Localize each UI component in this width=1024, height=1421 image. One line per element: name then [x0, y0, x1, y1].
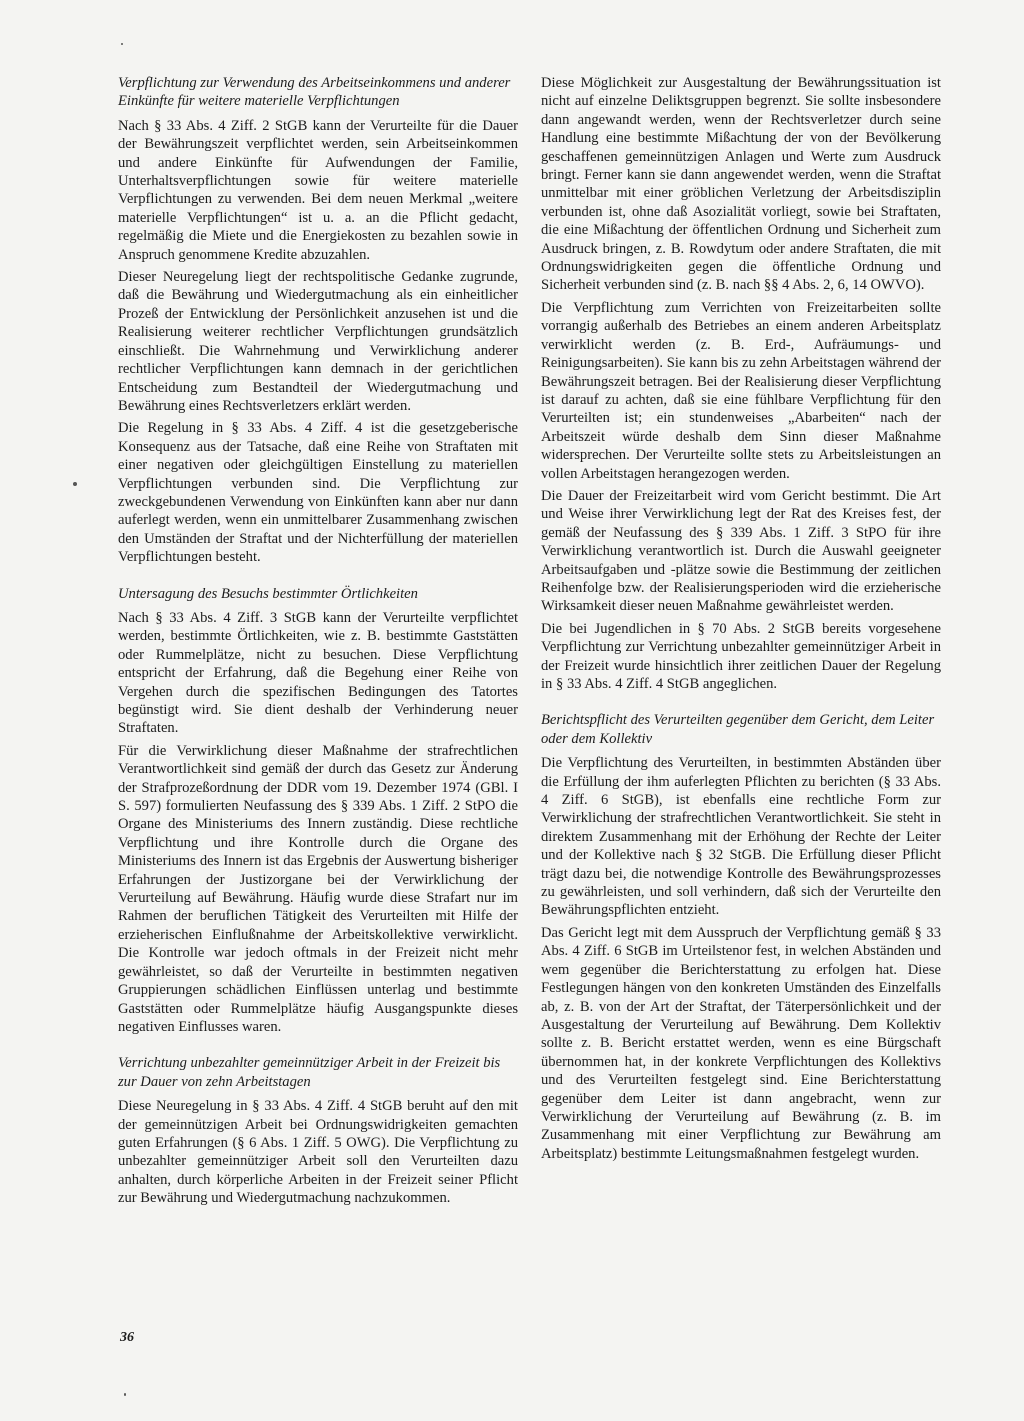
paragraph: Die Dauer der Freizeitarbeit wird vom Gericht bestimmt. Die Art und Weise ihrer Verwirklichung legt der Rat des Kreises fest, der gemäß der Neufassung des § 339 Abs. 1 Ziff. 3 StPO für ihre Verwirklichung verantwortlich ist. Durch die Auswahl geeigneter Arbeitsaufgaben und -plätze sowie die Bestimmung der zeitlichen Reihenfolge bzw. der Realisierungsperioden wird die erzieherische Wirksamkeit dieser neuen Maßnahme gewährleistet werden.: [541, 487, 941, 615]
paragraph: Die Verpflichtung des Verurteilten, in bestimmten Abständen über die Erfüllung der ihm auferlegten Pflichten zu berichten (§ 33 Abs. 4 Ziff. 6 StGB), ist ebenfalls eine rechtliche Form zur Verwirklichung der strafrechtlichen Verantwortlichkeit. Sie steht in direktem Zusammenhang mit der Erhöhung der Rechte der Leiter und der Kollektive nach § 32 StGB. Die Erfüllung dieser Pflicht trägt dazu bei, die notwendige Kontrolle des Bewährungsprozesses zu gewährleisten, und soll verhindern, daß sich der Verurteilte den Bewährungspflichten entzieht.: [541, 755, 941, 919]
left-column: [118, 74, 518, 1212]
scan-speck: [121, 43, 123, 45]
paragraph: Die bei Jugendlichen in § 70 Abs. 2 StGB bereits vorgesehene Verpflichtung zur Verrichtung unbezahlter gemeinnütziger Arbeit in der Freizeit wurde hinsichtlich ihrer zeitlichen Dauer der Regelung in § 33 Abs. 4 Ziff. 4 StGB angeglichen.: [541, 620, 941, 692]
paragraph: Diese Neuregelung in § 33 Abs. 4 Ziff. 4 StGB beruht auf den mit der gemeinnützigen Arbeit bei Ordnungswidrigkeiten gemachten guten Erfahrungen (§ 6 Abs. 1 Ziff. 5 OWG). Die Verpflichtung zu unbezahlter gemeinnütziger Arbeit soll den Verurteilten dazu anhalten, durch körperliche Arbeiten in der Freizeit seiner Pflicht zur Bewährung und Wiedergutmachung nachzukommen.: [118, 1098, 518, 1207]
paragraph: Nach § 33 Abs. 4 Ziff. 3 StGB kann der Verurteilte verpflichtet werden, bestimmte Örtlichkeiten, wie z. B. bestimmte Gaststätten oder Rummelplätze, nicht zu besuchen. Diese Verpflichtung entspricht der Erfahrung, daß die Begehung einer Reihe von Vergehen durch die spezifischen Bedingungen des Tatortes begünstigt wird. Sie dient deshalb der Verhinderung neuer Straftaten.: [118, 609, 518, 737]
paragraph: Diese Möglichkeit zur Ausgestaltung der Bewährungssituation ist nicht auf einzelne Deliktsgruppen begrenzt. Sie sollte insbesondere dann angewandt werden, wenn der Rechtsverletzer durch seine Handlung eine bestimmte Mißachtung der von der Bevölkerung geschaffenen gemeinnützigen Anlagen und Werte zum Ausdruck bringt. Ferner kann sie dann angewendet werden, wenn die Straftat unmittelbar mit einer gröblichen Verletzung der Arbeitsdisziplin verbunden ist, ohne daß Asozialität vorliegt, sowie bei Straftaten, die eine Mißachtung der öffentlichen Ordnung und Sicherheit zum Ausdruck bringen, z. B. Rowdytum oder andere Straftaten, die mit Ordnungswidrigkeiten gegen die öffentliche Ordnung und Sicherheit verbunden sind (z. B. nach §§ 4 Abs. 2, 6, 14 OWVO).: [541, 75, 941, 294]
section-heading: Berichtspflicht des Verurteilten gegenüber dem Gericht, dem Leiter oder dem Kollektiv: [541, 712, 935, 747]
scan-speck: [73, 482, 77, 486]
paragraph: Für die Verwirklichung dieser Maßnahme der strafrechtlichen Verantwortlichkeit sind gemäß der durch das Gesetz zur Änderung der Strafprozeßordnung der DDR vom 19. Dezember 1974 (GBl. I S. 597) formulierten Neufassung des § 339 Abs. 1 Ziff. 2 StPO die Organe des Ministeriums des Innern zuständig. Diese rechtliche Verpflichtung und ihre Kontrolle durch die Organe des Ministeriums des Innern ist das Ergebnis der Auswertung bisheriger Erfahrungen der Justizorgane bei der Verwirklichung der Verurteilung auf Bewährung. Häufig wurde diese Strafart nur im Rahmen der beruflichen Tätigkeit des Verurteilten mit Hilfe der erzieherischen Einflußnahme der Arbeitskollektive verwirklicht. Die Kontrolle war jedoch oftmals in der Freizeit nicht mehr gewährleistet, so daß der Verurteilte in bestimmten negativen Gruppierungen schädlichen Einflüssen unterlag und bestimmte Gaststätten oder Rummelplätze häufig Ausgangspunkte dieses negativen Einflusses waren.: [118, 742, 518, 1035]
paragraph: Das Gericht legt mit dem Ausspruch der Verpflichtung gemäß § 33 Abs. 4 Ziff. 6 StGB im Urteilstenor fest, in welchen Abständen und wem gegenüber die Berichterstattung zu erfolgen hat. Diese Festlegungen hängen von den konkreten Umständen des Einzelfalls ab, z. B. von der Art der Straftat, der Täterpersönlichkeit und der Ausgestaltung der Verurteilung auf Bewährung. Dem Kollektiv sollte z. B. Bericht erstattet werden, wenn es eine Bürgschaft übernommen hat, in der konkrete Verpflichtungen des Kollektivs und des Verurteilten festgelegt sind. Eine Berichterstattung gegenüber dem Leiter ist dann angebracht, wenn zur Verwirklichung der Verurteilung auf Bewährung (z. B. im Zusammenhang mit einer Verpflichtung zur Bewährung am Arbeitsplatz) bestimmte Leitungsmaßnahmen festgelegt wurden.: [541, 924, 941, 1162]
paragraph: Die Verpflichtung zum Verrichten von Freizeitarbeiten sollte vorrangig außerhalb des Betriebes an einem anderen Arbeitsplatz verwirklicht werden (z. B. Erd-, Aufräumungs- und Reinigungsarbeiten). Sie kann bis zu zehn Arbeitstagen während der Bewährungszeit betragen. Bei der Realisierung dieser Verpflichtung ist darauf zu achten, daß sie eine fühlbare Verpflichtung für den Verurteilten ist; ein stundenweises „Abarbeiten“ nach der Arbeitszeit würde deshalb dem Sinn dieser Maßnahme widersprechen. Der Verurteilte sollte stets zu Arbeitsleistungen an vollen Arbeitstagen herangezogen werden.: [541, 299, 941, 482]
paragraph: Nach § 33 Abs. 4 Ziff. 2 StGB kann der Verurteilte für die Dauer der Bewährungszeit verpflichtet werden, sein Arbeitseinkommen und andere Einkünfte für Aufwendungen der Familie, Unterhaltsverpflichtungen sowie für weitere materielle Verpflichtungen zu verwenden. Bei dem neuen Merkmal „weitere materielle Verpflichtungen“ ist u. a. an die Pflicht gedacht, regelmäßig die Miete und die Energiekosten zu bezahlen sowie in Anspruch genommene Kredite abzuzahlen.: [118, 117, 518, 263]
section-heading: Verpflichtung zur Verwendung des Arbeitseinkommens und anderer Einkünfte für weitere materielle Verpflichtungen: [118, 75, 511, 110]
paragraph: Die Regelung in § 33 Abs. 4 Ziff. 4 ist die gesetzgeberische Konsequenz aus der Tatsache, daß eine Reihe von Straftaten mit einer negativen oder gleichgültigen Einstellung zu materiellen Verpflichtungen verbunden sind. Die Verpflichtung zur zweckgebundenen Verwendung von Einkünften kann aber nur dann auferlegt werden, wenn ein unmittelbarer Zusammenhang zwischen den Umständen der Straftat und der Nichterfüllung der materiellen Verpflichtungen besteht.: [118, 420, 518, 566]
section-heading: Verrichtung unbezahlter gemeinnütziger Arbeit in der Freizeit bis zur Dauer von zehn Arbeitstagen: [118, 1055, 501, 1090]
page-number: 36: [120, 1330, 134, 1345]
right-column: [541, 74, 941, 1167]
paragraph: Dieser Neuregelung liegt der rechtspolitische Gedanke zugrunde, daß die Bewährung und Wiedergutmachung als ein einheitlicher Prozeß der Entwicklung der Persönlichkeit anzusehen ist und die Realisierung weiterer rechtlicher Verpflichtungen grundsätzlich einschließt. Die Wahrnehmung und Verwirklichung anderer rechtlicher Verpflichtungen kann demnach in der gerichtlichen Entscheidung zum Bestandteil der Wiedergutmachung und Bewährung eines Rechtsverletzers erklärt werden.: [118, 269, 518, 414]
scan-speck: [124, 1393, 126, 1396]
section-heading: Untersagung des Besuchs bestimmter Örtlichkeiten: [118, 585, 418, 602]
